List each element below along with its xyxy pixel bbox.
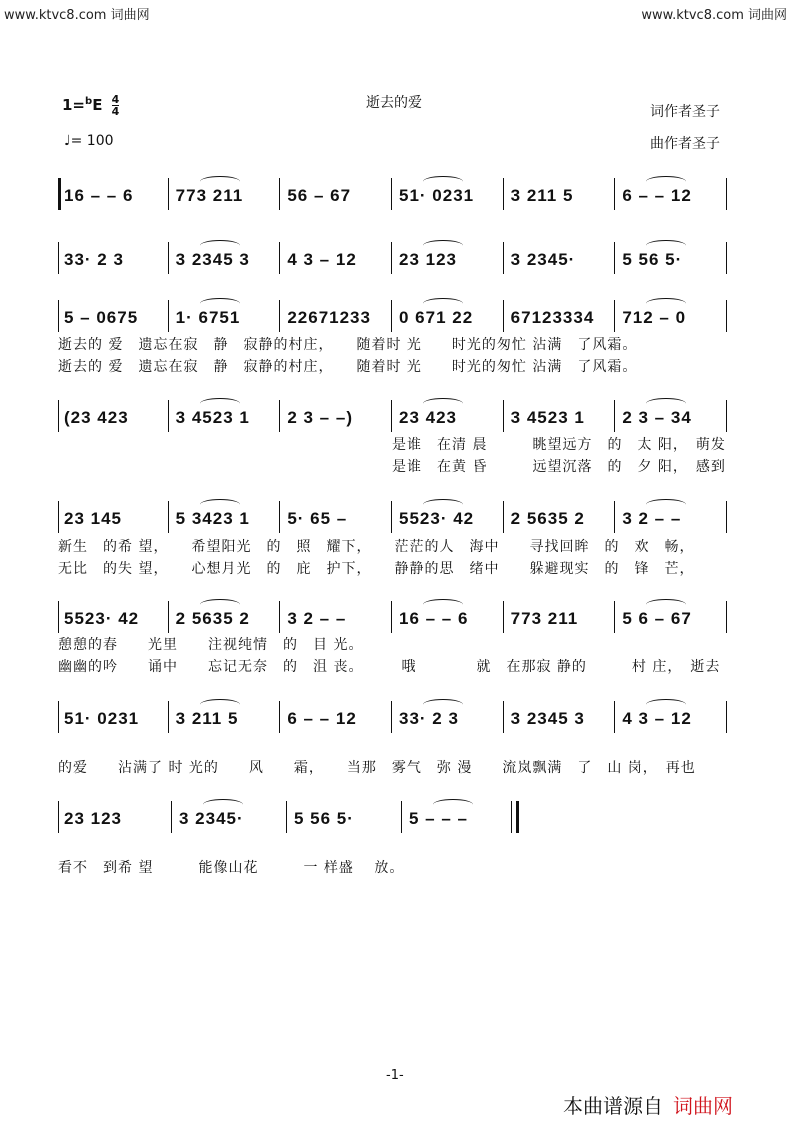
lyric-line: 逝去的 爱 遗忘在寂 静 寂静的村庄， 随着时 光 时光的匆忙 沾满 了风霜。	[58, 337, 638, 353]
barline	[58, 701, 59, 733]
lyric-line: 逝去的 爱 遗忘在寂 静 寂静的村庄， 随着时 光 时光的匆忙 沾满 了风霜。	[58, 359, 638, 375]
key-note: E	[92, 96, 103, 114]
lyric-line: 的爱 沾满了 时 光的 风 霜， 当那 雾气 弥 漫 流岚飘满 了 山 岗， 再也	[58, 760, 696, 776]
slur	[423, 176, 463, 187]
slur	[433, 799, 473, 810]
score-row	[58, 809, 728, 839]
measure: 16 – – 6	[399, 609, 469, 628]
barline	[503, 400, 504, 432]
barline	[726, 242, 727, 274]
barline	[168, 601, 169, 633]
slur	[423, 499, 463, 510]
footer-brand-link[interactable]: 词曲网	[673, 1094, 733, 1118]
barline	[726, 300, 727, 332]
song-title: 逝去的爱	[366, 95, 422, 111]
barline	[168, 400, 169, 432]
measure: 6 – – 12	[287, 709, 357, 728]
measure: 3 2345·	[510, 250, 576, 269]
slur	[200, 298, 240, 309]
measure: 3 2345 3	[510, 709, 585, 728]
measure: 51· 0231	[64, 709, 140, 728]
measure: 5523· 42	[399, 509, 475, 528]
barline	[171, 801, 172, 833]
measure: 16 – – 6	[64, 186, 134, 205]
measure: 3 4523 1	[510, 408, 585, 427]
time-signature	[112, 94, 120, 117]
measure: 56 – 67	[287, 186, 352, 205]
page-number: -1-	[386, 1068, 404, 1083]
lyric-line: 幽幽的吟 诵中 忘记无奈 的 沮 丧。 哦 就 在那寂 静的 村 庄， 逝去	[58, 659, 721, 675]
slur	[200, 398, 240, 409]
source-footer	[563, 1090, 733, 1119]
barline	[726, 501, 727, 533]
barline	[168, 178, 169, 210]
slur	[646, 240, 686, 251]
lyric-line: 是谁 在清 晨 眺望远方 的 太 阳， 萌发	[392, 437, 726, 453]
slur	[423, 599, 463, 610]
slur	[200, 240, 240, 251]
barline	[614, 300, 615, 332]
final-barline	[511, 801, 512, 833]
measure: 2 5635 2	[510, 509, 585, 528]
measure: 22671233	[287, 308, 371, 327]
slur	[423, 398, 463, 409]
barline	[614, 701, 615, 733]
lyric-line: 无比 的失 望， 心想月光 的 庇 护下， 静静的思 绪中 躲避现实 的 锋 芒，	[58, 561, 695, 577]
measure: 5 6 – 67	[622, 609, 692, 628]
barline	[279, 242, 280, 274]
measure: 2 3 – 34	[622, 408, 692, 427]
barline	[391, 242, 392, 274]
measure: 5· 65 –	[287, 509, 348, 528]
measure: 33· 2 3	[399, 709, 459, 728]
measure: 1· 6751	[175, 308, 241, 327]
barline	[168, 701, 169, 733]
barline	[391, 501, 392, 533]
measure: 3 211 5	[175, 709, 239, 728]
measure: 3 2345 3	[175, 250, 250, 269]
flat-sign: b	[85, 96, 93, 107]
barline	[614, 400, 615, 432]
score-row	[58, 186, 728, 216]
measure: 5 56 5·	[622, 250, 683, 269]
barline	[391, 400, 392, 432]
barline	[614, 178, 615, 210]
barline	[168, 300, 169, 332]
barline	[726, 400, 727, 432]
measure: 773 211	[510, 609, 579, 628]
barline	[614, 501, 615, 533]
lyric-line: 憩憩的春 光里 注视纯情 的 目 光。	[58, 637, 364, 653]
barline	[503, 300, 504, 332]
barline	[58, 300, 59, 332]
measure: 2 5635 2	[175, 609, 250, 628]
measure: 5523· 42	[64, 609, 140, 628]
measure: 0 671 22	[399, 308, 474, 327]
barline	[58, 601, 59, 633]
slur	[646, 499, 686, 510]
measure: 6 – – 12	[622, 186, 692, 205]
measure: 773 211	[175, 186, 244, 205]
key-prefix: 1=	[62, 96, 86, 114]
barline	[726, 701, 727, 733]
barline	[726, 601, 727, 633]
barline	[58, 501, 59, 533]
tempo-marking: ♩= 100	[64, 133, 114, 149]
measure: 67123334	[510, 308, 595, 327]
barline	[503, 701, 504, 733]
measure: 5 – 0675	[64, 308, 139, 327]
barline	[168, 242, 169, 274]
barline	[58, 801, 59, 833]
measure: 5 3423 1	[175, 509, 250, 528]
barline	[58, 242, 59, 274]
measure: 5 56 5·	[294, 809, 354, 828]
measure: 712 – 0	[622, 308, 687, 327]
measure: 3 2 – –	[287, 609, 347, 628]
measure: 23 123	[399, 250, 457, 269]
measure: 51· 0231	[399, 186, 475, 205]
site-watermark-left[interactable]: www.ktvc8.com 词曲网	[4, 8, 150, 23]
slur	[200, 499, 240, 510]
score-row	[58, 709, 728, 739]
barline	[391, 178, 392, 210]
score-row	[58, 509, 728, 539]
slur	[423, 298, 463, 309]
lyric-line: 新生 的希 望， 希望阳光 的 照 耀下， 茫茫的人 海中 寻找回眸 的 欢 畅，	[58, 539, 695, 555]
lyric-line: 是谁 在黄 昏 远望沉落 的 夕 阳， 感到	[392, 459, 726, 475]
barline	[279, 178, 280, 210]
site-watermark-right[interactable]: www.ktvc8.com 词曲网	[641, 8, 787, 23]
measure: 23 145	[64, 509, 122, 528]
barline	[401, 801, 402, 833]
barline	[391, 601, 392, 633]
barline	[279, 400, 280, 432]
barline	[503, 242, 504, 274]
barline	[391, 701, 392, 733]
score-row	[58, 250, 728, 280]
measure: 3 2345·	[179, 809, 244, 828]
measure: 23 123	[64, 809, 122, 828]
footer-text: 本曲谱源自	[563, 1094, 663, 1118]
time-top: 4	[111, 93, 120, 106]
slur	[200, 599, 240, 610]
measure: 5 – – –	[409, 809, 468, 828]
measure: 3 4523 1	[175, 408, 250, 427]
lyricist-credit: 词作者圣子	[650, 104, 720, 120]
barline	[503, 178, 504, 210]
barline	[168, 501, 169, 533]
measure: (23 423	[64, 408, 129, 427]
barline	[503, 501, 504, 533]
measure: 4 3 – 12	[287, 250, 357, 269]
lyric-line: 看不 到希 望 能像山花 一 样盛 放。	[58, 860, 405, 876]
measure: 3 2 – –	[622, 509, 682, 528]
slur	[646, 599, 686, 610]
barline	[726, 178, 727, 210]
slur	[423, 240, 463, 251]
measure: 3 211 5	[510, 186, 574, 205]
barline	[391, 300, 392, 332]
barline	[279, 701, 280, 733]
slur	[423, 699, 463, 710]
slur	[200, 176, 240, 187]
slur	[200, 699, 240, 710]
slur	[203, 799, 243, 810]
barline	[279, 501, 280, 533]
slur	[646, 398, 686, 409]
barline	[503, 601, 504, 633]
barline	[614, 601, 615, 633]
barline	[614, 242, 615, 274]
composer-credit: 曲作者圣子	[650, 136, 720, 152]
slur	[646, 176, 686, 187]
measure: 23 423	[399, 408, 457, 427]
barline	[58, 178, 61, 210]
barline	[279, 601, 280, 633]
slur	[646, 298, 686, 309]
measure: 33· 2 3	[64, 250, 124, 269]
barline	[516, 801, 519, 833]
time-bottom: 4	[111, 105, 120, 118]
slur	[646, 699, 686, 710]
measure: 4 3 – 12	[622, 709, 692, 728]
barline	[58, 400, 59, 432]
measure: 2 3 – –)	[287, 408, 353, 427]
key-signature	[62, 94, 119, 117]
barline	[279, 300, 280, 332]
barline	[286, 801, 287, 833]
